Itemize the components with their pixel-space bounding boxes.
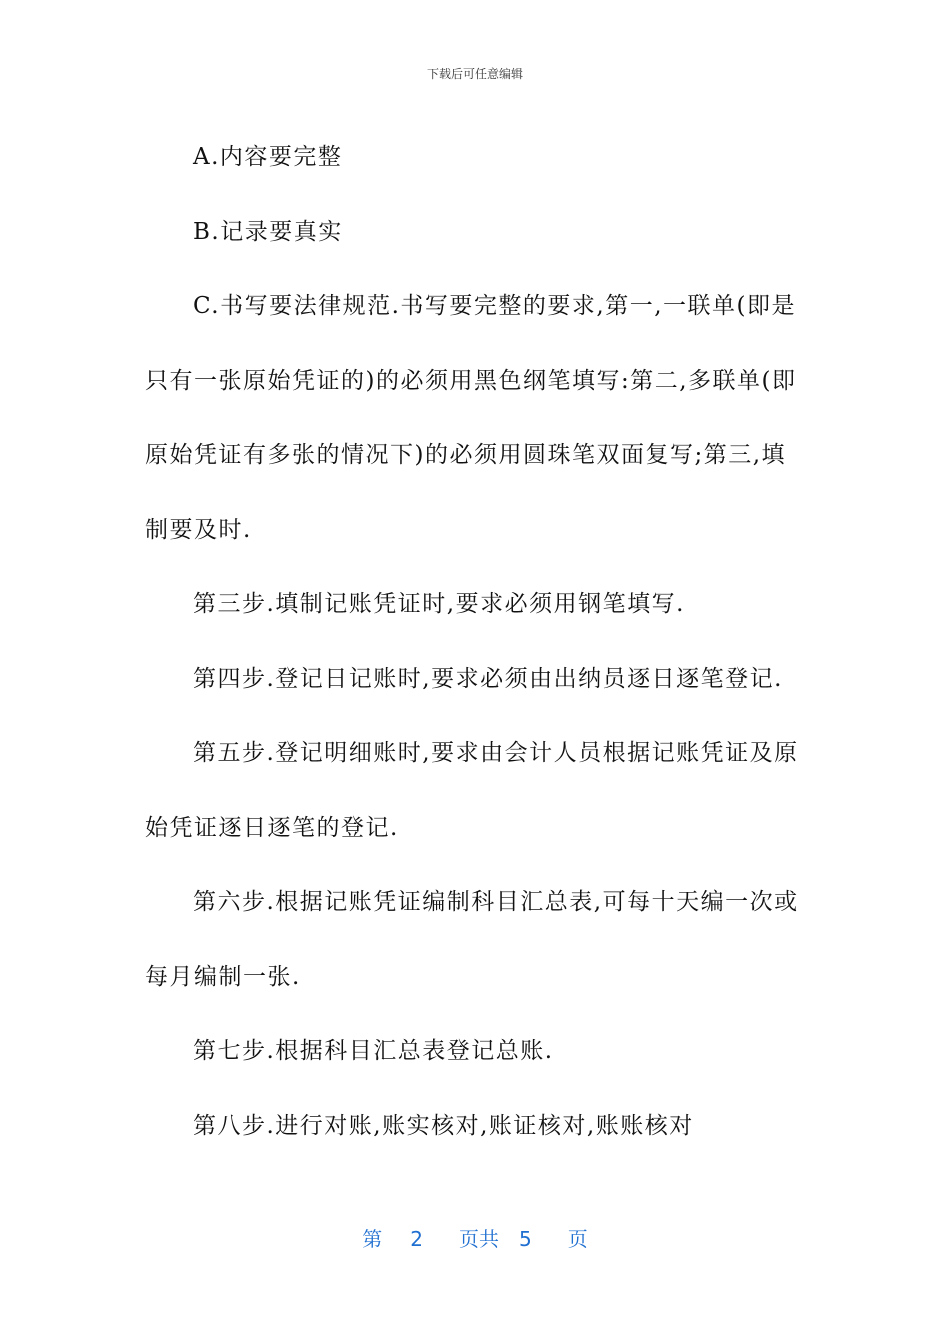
footer-prefix: 第 [362,1227,383,1251]
page-number-footer [0,1225,950,1253]
paragraph-b: B.记录要真实 [193,218,343,245]
paragraph-c: C.书写要法律规范.书写要完整的要求,第一,一联单(即是只有一张原始凭证的)的必须用黑色纲笔填写:第二,多联单(即原始凭证有多张的情况下)的必须用圆珠笔双面复写;第三,填制要及时. [145,293,797,543]
document-body [145,120,805,1163]
paragraph-step-6: 第六步.根据记账凭证编制科目汇总表,可每十天编一次或每月编制一张. [145,889,799,990]
paragraph-step-7: 第七步.根据科目汇总表登记总账. [193,1038,554,1064]
paragraph-step-8: 第八步.进行对账,账实核对,账证核对,账账核对 [193,1112,694,1139]
page-header-note: 下载后可任意编辑 [426,67,523,81]
paragraph-a: A.内容要完整 [193,144,343,170]
footer-middle: 页共 [459,1227,499,1251]
footer-suffix: 页 [567,1227,588,1251]
footer-total-pages: 5 [519,1227,532,1251]
paragraph-step-5: 第五步.登记明细账时,要求由会计人员根据记账凭证及原始凭证逐日逐笔的登记. [145,740,799,841]
paragraph-step-3: 第三步.填制记账凭证时,要求必须用钢笔填写. [193,591,685,617]
footer-current-page: 2 [410,1227,423,1251]
paragraph-step-4: 第四步.登记日记账时,要求必须由出纳员逐日逐笔登记. [193,665,783,692]
